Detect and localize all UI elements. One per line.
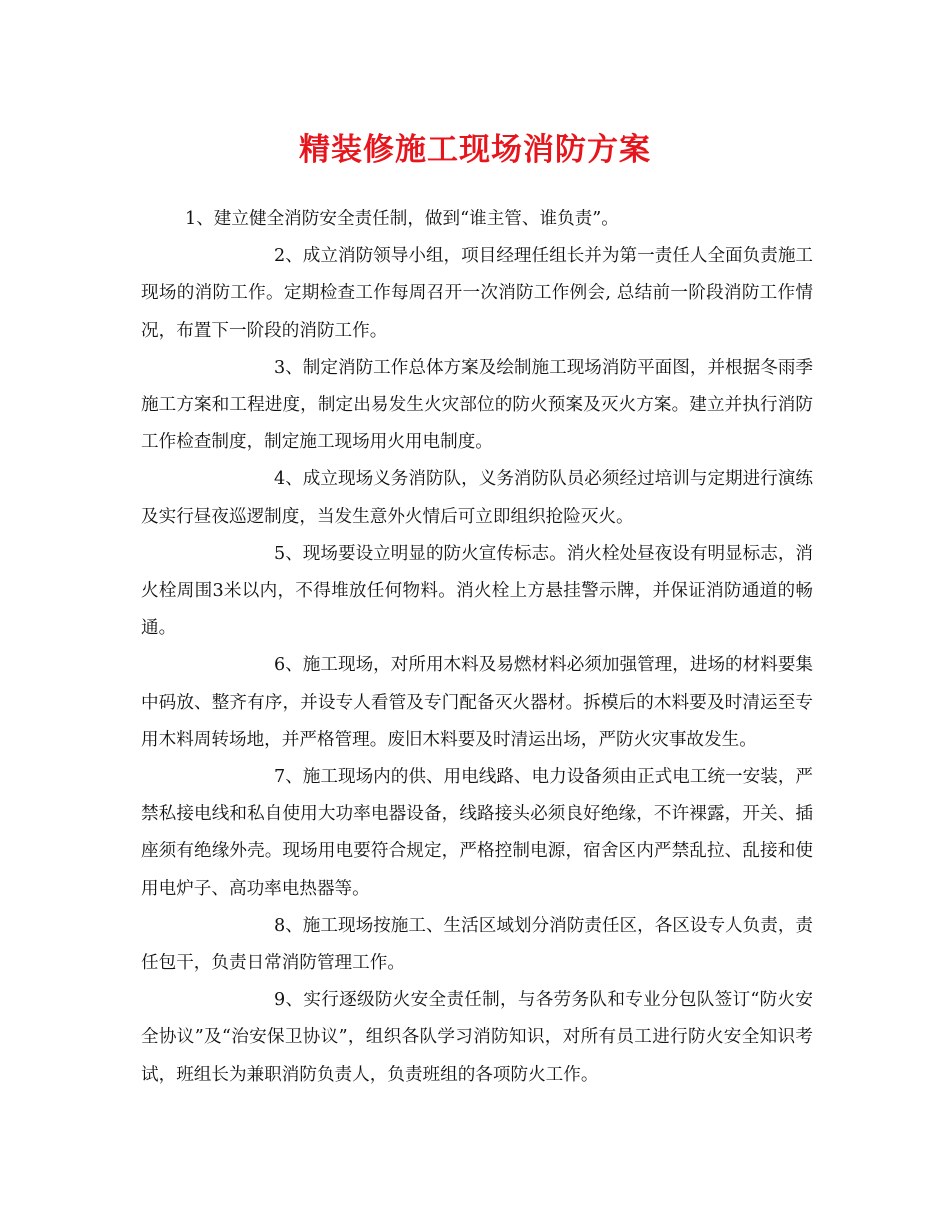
paragraph-7: 7、施工现场内的供、用电线路、电力设备须由正式电工统一安装，严禁私接电线和私自使用大功率电器设备，线路接头必须良好绝缘，不许裸露，开关、插座须有绝缘外壳。现场用电要符合规定，严格控制电源，宿舍区内严禁乱拉、乱接和使用电炉子、高功率电热器等。: [141, 767, 814, 899]
paragraph-8: 8、施工现场按施工、生活区域划分消防责任区，各区设专人负责，责任包干，负责日常消防管理工作。: [141, 915, 814, 974]
paragraph-5: 5、现场要设立明显的防火宣传标志。消火栓处昼夜设有明显标志，消火栓周围3米以内，不得堆放任何物料。消火栓上方悬挂警示牌，并保证消防通道的畅通。: [141, 543, 814, 639]
paragraph-3: 3、制定消防工作总体方案及绘制施工现场消防平面图，并根据冬雨季施工方案和工程进度，制定出易发生火灾部位的防火预案及灭火方案。建立并执行消防工作检查制度，制定施工现场用火用电制度。: [141, 357, 814, 453]
paragraph-6: 6、施工现场，对所用木料及易燃材料必须加强管理，进场的材料要集中码放、整齐有序，并设专人看管及专门配备灭火器材。拆模后的木料要及时清运至专用木料周转场地，并严格管理。废旧木料要及时清运出场，严防火灾事故发生。: [141, 655, 814, 750]
paragraph-9: 9、实行逐级防火安全责任制，与各劳务队和专业分包队签订“防火安全协议”及“治安保卫协议”，组织各队学习消防知识，对所有员工进行防火安全知识考试，班组长为兼职消防负责人，负责班组的各项防火工作。: [141, 990, 813, 1085]
paragraph-2: 2、成立消防领导小组，项目经理任组长并为第一责任人全面负责施工现场的消防工作。定期检查工作每周召开一次消防工作例会, 总结前一阶段消防工作情况，布置下一阶段的消防工作。: [141, 246, 814, 341]
document-title: 精装修施工现场消防方案: [299, 132, 651, 168]
paragraph-4: 4、成立现场义务消防队，义务消防队员必须经过培训与定期进行演练及实行昼夜巡逻制度，当发生意外火情后可立即组织抢险灭火。: [141, 469, 814, 527]
paragraph-1: 1、建立健全消防安全责任制，做到“谁主管、谁负责”。: [185, 209, 619, 229]
document-body: [141, 201, 813, 1094]
